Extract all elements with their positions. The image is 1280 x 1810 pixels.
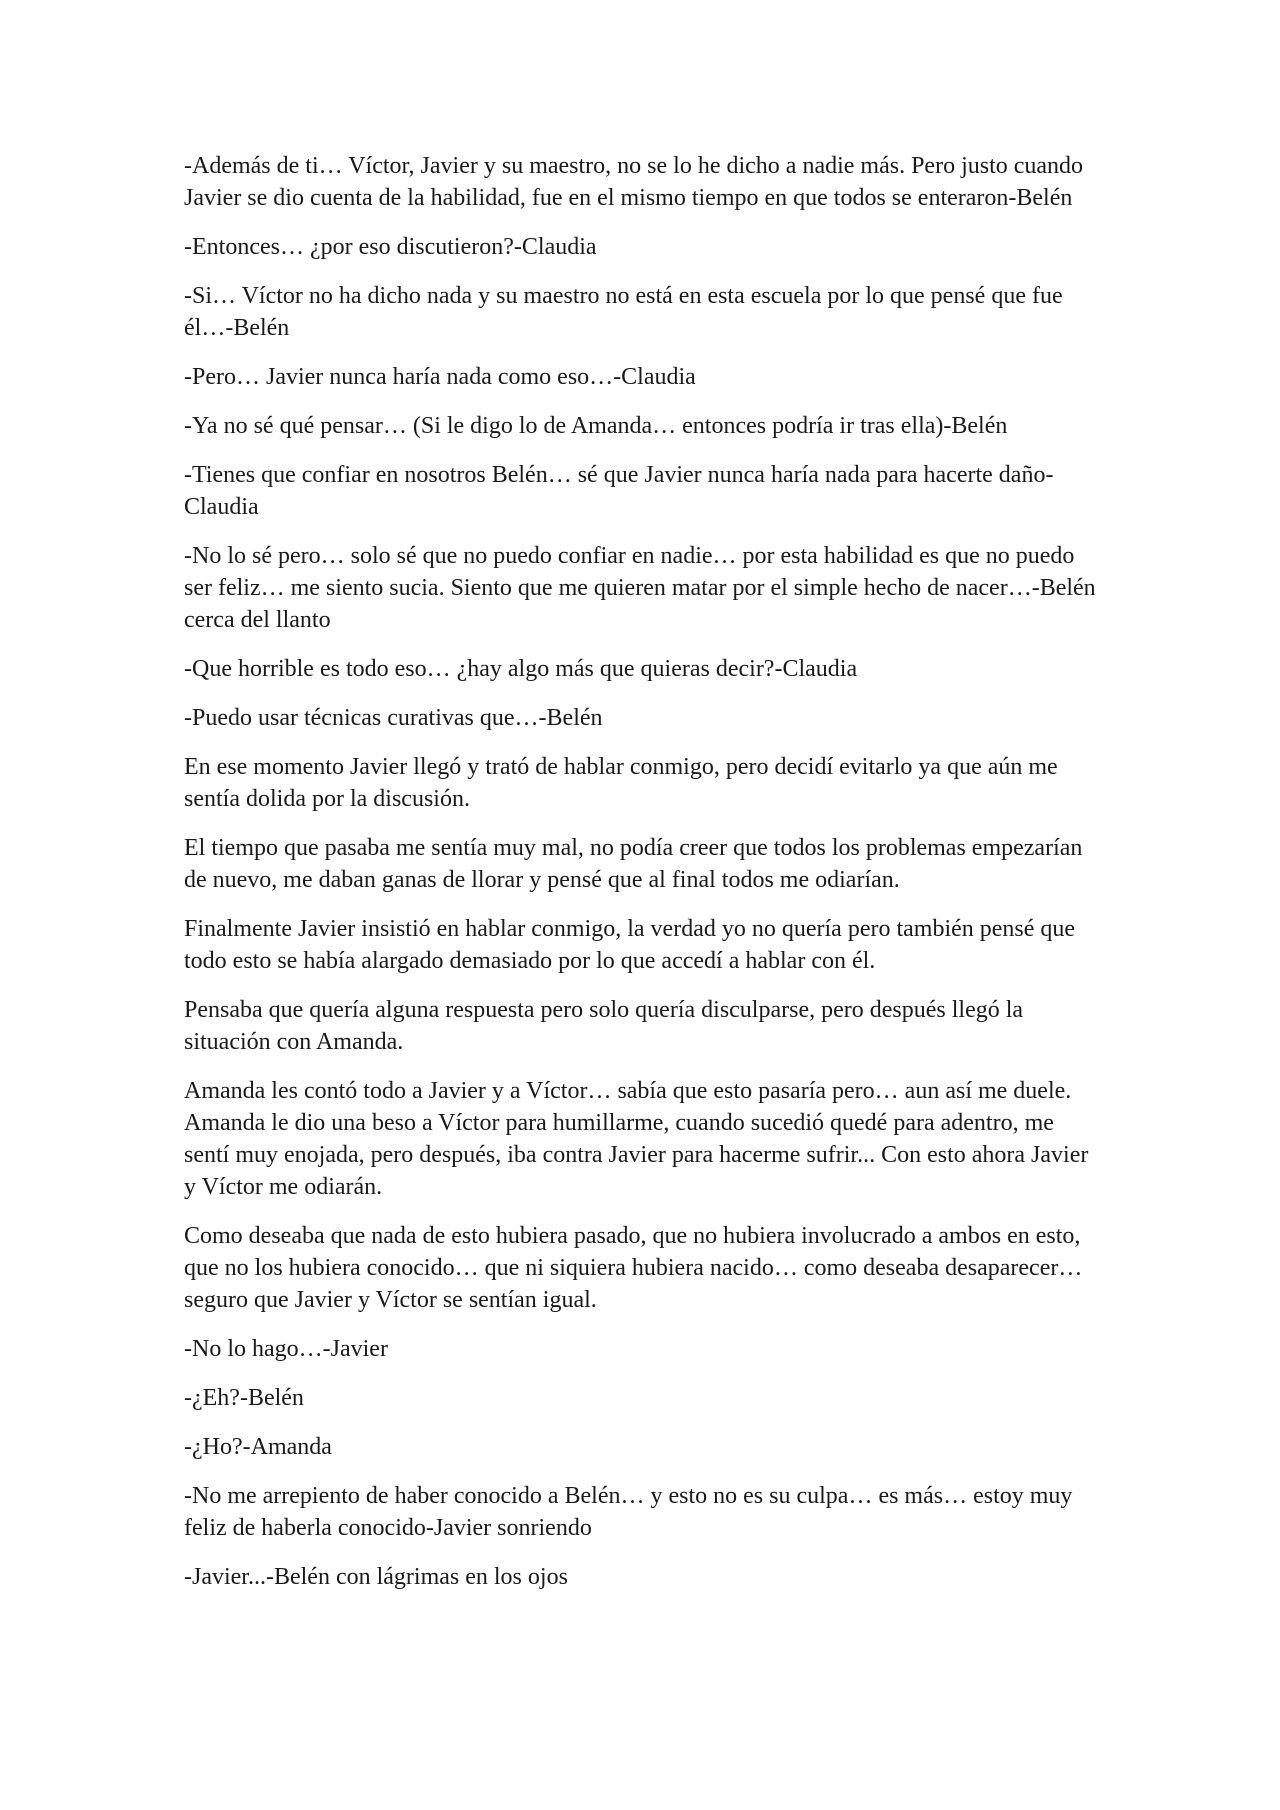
paragraph: -Entonces… ¿por eso discutieron?-Claudia [184, 234, 597, 260]
paragraph: -Además de ti… Víctor, Javier y su maestro, no se lo he dicho a nadie más. Pero justo cuando Javier se dio cuenta de la habilidad, fue en el mismo tiempo en que todos se enteraron-Belén [184, 153, 1084, 211]
paragraph: -¿Ho?-Amanda [184, 1434, 332, 1460]
paragraph: -Javier...-Belén con lágrimas en los ojos [184, 1564, 568, 1590]
paragraph: Como deseaba que nada de esto hubiera pasado, que no hubiera involucrado a ambos en esto, que no los hubiera conocido… que ni siquiera hubiera nacido… como deseaba desaparecer… seguro que Javier y Víctor se sentían igual. [184, 1223, 1083, 1313]
paragraph: -Tienes que confiar en nosotros Belén… sé que Javier nunca haría nada para hacerte daño-Claudia [184, 462, 1054, 520]
paragraph: -Si… Víctor no ha dicho nada y su maestro no está en esta escuela por lo que pensé que fue él…-Belén [184, 283, 1063, 341]
paragraph: -Ya no sé qué pensar… (Si le digo lo de Amanda… entonces podría ir tras ella)-Belén [184, 413, 1008, 439]
paragraph: El tiempo que pasaba me sentía muy mal, no podía creer que todos los problemas empezarían de nuevo, me daban ganas de llorar y pensé que al final todos me odiarían. [184, 835, 1083, 893]
paragraph: -Que horrible es todo eso… ¿hay algo más que quieras decir?-Claudia [184, 656, 858, 682]
paragraph: Pensaba que quería alguna respuesta pero solo quería disculparse, pero después llegó la situación con Amanda. [184, 997, 1024, 1055]
paragraph: -Pero… Javier nunca haría nada como eso…-Claudia [184, 364, 696, 390]
paragraph: -No lo hago…-Javier [184, 1336, 388, 1362]
paragraph: Finalmente Javier insistió en hablar conmigo, la verdad yo no quería pero también pensé que todo esto se había alargado demasiado por lo que accedí a hablar con él. [184, 916, 1076, 974]
paragraph: -¿Eh?-Belén [184, 1385, 304, 1411]
paragraph: -No me arrepiento de haber conocido a Belén… y esto no es su culpa… es más… estoy muy feliz de haberla conocido-Javier sonriendo [184, 1483, 1073, 1541]
paragraph: -No lo sé pero… solo sé que no puedo confiar en nadie… por esta habilidad es que no puedo ser feliz… me siento sucia. Siento que me quieren matar por el simple hecho de nacer…-Belén cerca del llanto [184, 543, 1096, 633]
document-body [184, 150, 1104, 1610]
paragraph: En ese momento Javier llegó y trató de hablar conmigo, pero decidí evitarlo ya que aún me sentía dolida por la discusión. [184, 754, 1058, 812]
paragraph: Amanda les contó todo a Javier y a Víctor… sabía que esto pasaría pero… aun así me duele. Amanda le dio una beso a Víctor para humillarme, cuando sucedió quedé para adentro, me sentí muy enojada, pero después, iba contra Javier para hacerme sufrir... Con esto ahora Javier y Víctor me odiarán. [184, 1078, 1089, 1200]
paragraph: -Puedo usar técnicas curativas que…-Belén [184, 705, 603, 731]
